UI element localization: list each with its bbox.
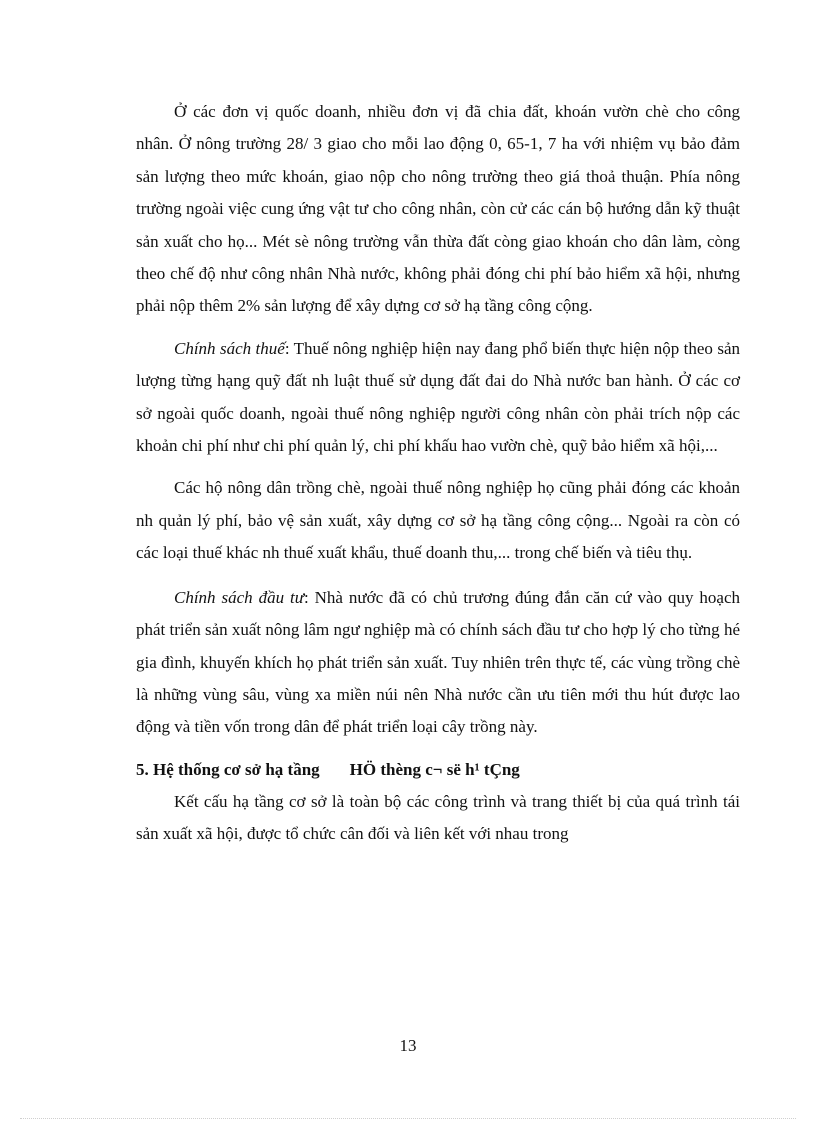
section-heading (136, 754, 740, 786)
page-number: 13 (399, 1036, 417, 1055)
page-bottom-divider (20, 1118, 796, 1119)
section-heading-garbled: HÖ thèng c¬ së h¹ tÇng (349, 759, 520, 779)
document-page (136, 96, 740, 855)
paragraph-farmer-fees (136, 472, 740, 569)
paragraph-text: : Nhà nước đã có chủ trương đúng đắn căn cứ vào quy hoạch phát triển sản xuất nông lâm ngư nghiệp mà có chính sách đầu tư cho hợp lý cho từng hé gia đình, khuyến khích họ phát triển sản xuất. Tuy nhiên trên thực tế, các vùng trồng chè là những vùng sâu, vùng xa miền núi nên Nhà nước cần ưu tiên mới thu hút được lao động và tiền vốn trong dân để phát triển loại cây trồng này. (136, 587, 740, 737)
paragraph-infrastructure (136, 786, 740, 851)
paragraph-state-enterprises (136, 96, 740, 323)
paragraph-lead-italic: Chính sách đầu tư (174, 587, 304, 607)
paragraph-text: Kết cấu hạ tầng cơ sở là toàn bộ các công trình và trang thiết bị của quá trình tái sản xuất xã hội, được tổ chức cân đối và liên kết với nhau trong (136, 791, 740, 844)
paragraph-investment-policy (136, 582, 740, 744)
paragraph-text: Ở các đơn vị quốc doanh, nhiều đơn vị đã chia đất, khoán vườn chè cho công nhân. Ở nông trường 28/ 3 giao cho mỗi lao động 0, 65-1, 7 ha với nhiệm vụ bảo đảm sản lượng theo mức khoán, giao nộp cho nông trường theo giá thoả thuận. Phía nông trường ngoài việc cung ứng vật tư cho công nhân, còn cử các cán bộ hướng dẫn kỹ thuật sản xuất cho họ... Mét sè nông trường vẫn thừa đất còng giao khoán cho dân làm, còng theo chế độ như công nhân Nhà nước, không phải đóng chi phí bảo hiểm xã hội, nhưng phải nộp thêm 2% sản lượng để xây dựng cơ sở hạ tầng công cộng. (136, 102, 740, 316)
paragraph-text: Các hộ nông dân trồng chè, ngoài thuế nông nghiệp họ cũng phải đóng các khoản nh quản lý phí, bảo vệ sản xuất, xây dựng cơ sở hạ tầng công cộng... Ngoài ra còn có các loại thuế khác nh thuế xuất khẩu, thuế doanh thu,... trong chế biến và tiêu thụ. (136, 478, 740, 563)
paragraph-text: : Thuế nông nghiệp hiện nay đang phổ biến thực hiện nộp theo sản lượng từng hạng quỹ đất nh luật thuế sử dụng đất đai do Nhà nước ban hành. Ở các cơ sở ngoài quốc doanh, ngoài thuế nông nghiệp người công nhân còn phải trích nộp các khoản chi phí như chi phí quản lý, chi phí khấu hao vườn chè, quỹ bảo hiểm xã hội,... (136, 338, 740, 456)
paragraph-lead-italic: Chính sách thuế (174, 338, 285, 358)
paragraph-tax-policy (136, 333, 740, 463)
section-heading-title: 5. Hệ thống cơ sở hạ tầng (136, 759, 320, 779)
